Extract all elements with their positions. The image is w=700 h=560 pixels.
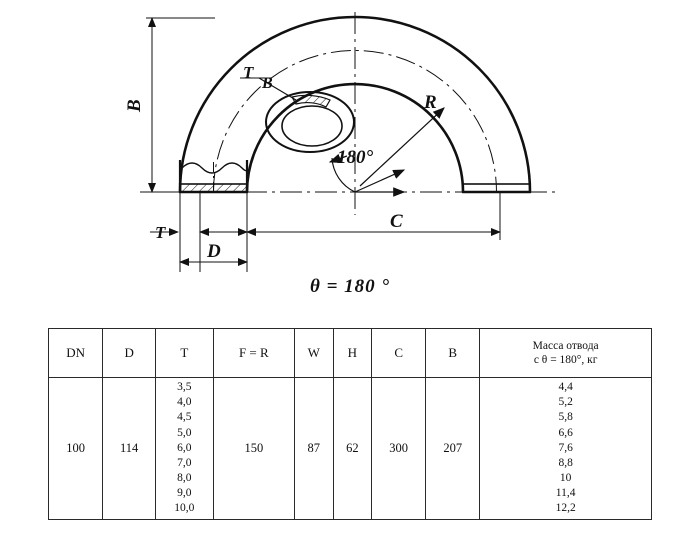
t-value-list — [157, 380, 212, 517]
list-item: 12,2 — [555, 502, 576, 515]
col-header-mass — [480, 329, 652, 378]
cell-d: 114 — [103, 378, 156, 520]
cell-c: 300 — [372, 378, 426, 520]
dimensions-table — [48, 328, 652, 520]
list-item: 4,0 — [177, 396, 192, 409]
list-item: 6,6 — [558, 426, 573, 439]
col-header-b: B — [426, 329, 480, 378]
list-item: 8,0 — [177, 472, 192, 485]
list-item: 7,6 — [558, 441, 573, 454]
table-header-row — [49, 329, 652, 378]
col-header-w: W — [295, 329, 334, 378]
angle-caption: θ = 180 ° — [309, 276, 391, 297]
list-item: 6,0 — [177, 441, 192, 454]
label-C: C — [390, 211, 403, 232]
cell-h: 62 — [333, 378, 372, 520]
list-item: 10 — [559, 472, 572, 485]
cell-mass-values — [480, 378, 652, 520]
list-item: 9,0 — [177, 487, 192, 500]
list-item: 4,5 — [177, 411, 192, 424]
list-item: 11,4 — [555, 487, 576, 500]
label-T-left: T — [155, 223, 166, 242]
list-item: 5,8 — [558, 411, 573, 424]
col-header-h: H — [333, 329, 372, 378]
col-header-dn: DN — [49, 329, 103, 378]
list-item: 3,5 — [177, 381, 192, 393]
col-header-d: D — [103, 329, 156, 378]
list-item: 5,2 — [558, 396, 573, 409]
mass-value-list — [481, 380, 650, 517]
label-angle-inner: 180° — [337, 147, 374, 168]
label-D: D — [207, 241, 221, 262]
label-B-outer: B — [124, 99, 145, 112]
col-header-f-r: F = R — [213, 329, 294, 378]
cell-dn: 100 — [49, 378, 103, 520]
table-row — [49, 378, 652, 520]
label-B-inner: B — [262, 75, 273, 92]
cell-t-values — [156, 378, 214, 520]
label-R: R — [424, 92, 437, 113]
col-header-t: T — [156, 329, 214, 378]
list-item: 4,4 — [558, 381, 573, 393]
col-header-c: C — [372, 329, 426, 378]
cell-w: 87 — [295, 378, 334, 520]
mass-header-line-1: Масса отвода — [532, 339, 599, 352]
list-item: 5,0 — [177, 426, 192, 439]
list-item: 10,0 — [174, 502, 195, 515]
list-item: 7,0 — [177, 456, 192, 469]
cell-b: 207 — [426, 378, 480, 520]
mass-header-line-2: с θ = 180°, кг — [533, 354, 598, 366]
label-T-top: T — [243, 63, 254, 82]
list-item: 8,8 — [558, 456, 573, 469]
cell-f-r: 150 — [213, 378, 294, 520]
